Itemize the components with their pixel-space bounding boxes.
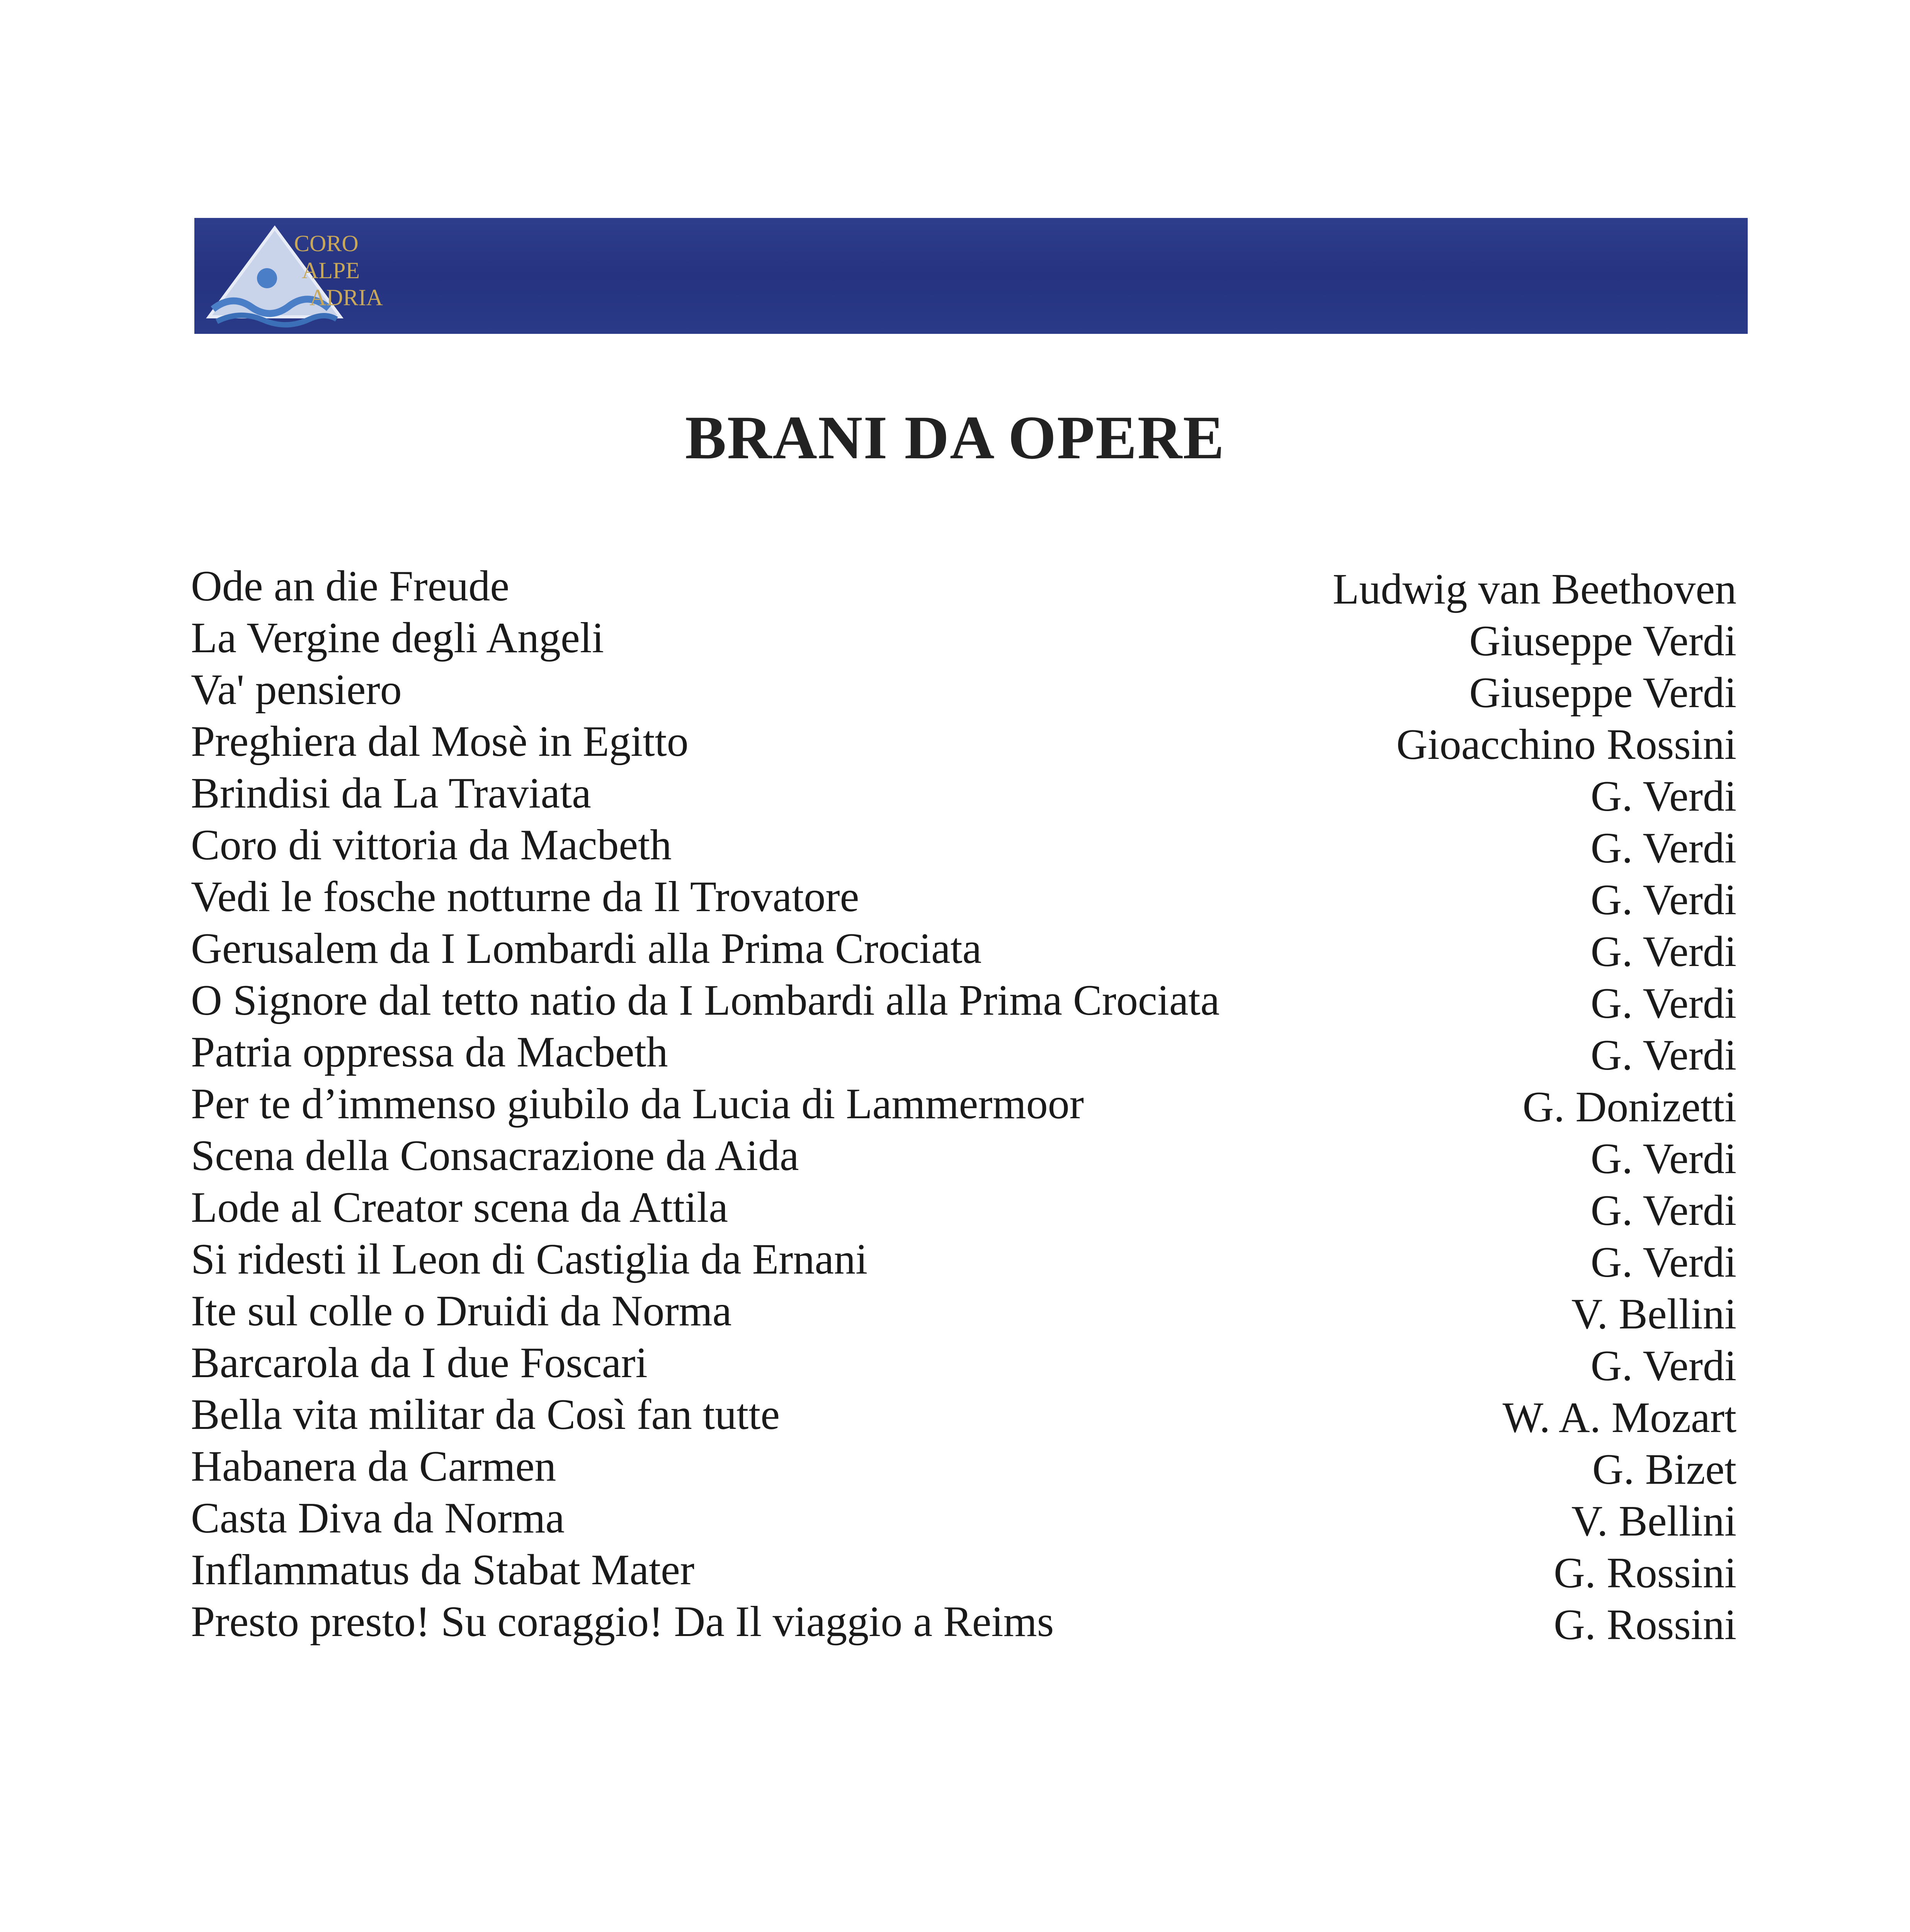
piece-composer: Ludwig van Beethoven <box>1332 565 1737 613</box>
piece-title: Inflammatus da Stabat Mater <box>191 1546 695 1594</box>
list-item <box>191 1492 1737 1544</box>
piece-title: Va' pensiero <box>191 666 402 714</box>
logo-text-line-1: CORO <box>294 231 359 256</box>
logo-text-line-3: ADRIA <box>310 285 383 310</box>
piece-title: Coro di vittoria da Macbeth <box>191 821 672 869</box>
page-title: BRANI DA OPERE <box>685 403 1225 472</box>
list-item <box>191 1440 1737 1492</box>
piece-composer: Gioacchino Rossini <box>1396 721 1737 769</box>
list-item <box>191 560 1737 612</box>
list-item <box>191 1026 1737 1078</box>
piece-title: Barcarola da I due Foscari <box>191 1339 648 1387</box>
piece-title: Ode an die Freude <box>191 562 510 610</box>
piece-composer: G. Rossini <box>1554 1601 1737 1649</box>
piece-composer: G. Verdi <box>1590 1342 1737 1390</box>
piece-composer: G. Rossini <box>1554 1549 1737 1597</box>
header-band <box>194 218 1748 334</box>
piece-title: Ite sul colle o Druidi da Norma <box>191 1287 732 1335</box>
piece-composer: G. Verdi <box>1590 928 1737 976</box>
piece-composer: G. Verdi <box>1590 1238 1737 1286</box>
piece-composer: G. Verdi <box>1590 1031 1737 1079</box>
piece-composer: Giuseppe Verdi <box>1469 617 1737 665</box>
piece-composer: G. Verdi <box>1590 824 1737 872</box>
list-item <box>191 767 1737 819</box>
list-item <box>191 923 1737 975</box>
piece-composer: G. Verdi <box>1590 1187 1737 1235</box>
piece-composer: G. Bizet <box>1592 1446 1737 1493</box>
list-item <box>191 1233 1737 1285</box>
piece-title: Presto presto! Su coraggio! Da Il viaggio a Reims <box>191 1598 1054 1646</box>
piece-title: Habanera da Carmen <box>191 1442 556 1490</box>
piece-composer: G. Verdi <box>1590 772 1737 820</box>
list-item <box>191 871 1737 923</box>
piece-list <box>191 560 1737 1648</box>
list-item <box>191 1182 1737 1233</box>
piece-title: Bella vita militar da Così fan tutte <box>191 1391 780 1439</box>
list-item <box>191 612 1737 664</box>
list-item <box>191 664 1737 716</box>
piece-title: Lode al Creator scena da Attila <box>191 1184 728 1231</box>
list-item <box>191 1337 1737 1389</box>
list-item <box>191 1130 1737 1182</box>
piece-title: Preghiera dal Mosè in Egitto <box>191 718 689 765</box>
piece-composer: G. Verdi <box>1590 980 1737 1027</box>
piece-composer: V. Bellini <box>1571 1290 1737 1338</box>
piece-composer: G. Verdi <box>1590 1135 1737 1183</box>
list-item <box>191 1078 1737 1130</box>
piece-composer: Giuseppe Verdi <box>1469 669 1737 717</box>
piece-composer: W. A. Mozart <box>1502 1394 1737 1442</box>
list-item <box>191 819 1737 871</box>
list-item <box>191 1596 1737 1648</box>
piece-composer: G. Verdi <box>1590 876 1737 924</box>
mountain-wave-logo-icon <box>197 220 414 332</box>
piece-title: Gerusalem da I Lombardi alla Prima Crociata <box>191 925 982 973</box>
piece-title: Scena della Consacrazione da Aida <box>191 1132 799 1180</box>
logo-text-line-2: ALPE <box>302 258 360 283</box>
list-item <box>191 1285 1737 1337</box>
piece-title: Per te d’immenso giubilo da Lucia di Lammermoor <box>191 1080 1084 1128</box>
piece-title: O Signore dal tetto natio da I Lombardi alla Prima Crociata <box>191 976 1220 1024</box>
piece-title: Si ridesti il Leon di Castiglia da Ernani <box>191 1235 868 1283</box>
list-item <box>191 1544 1737 1596</box>
list-item <box>191 716 1737 767</box>
piece-composer: V. Bellini <box>1571 1497 1737 1545</box>
piece-title: Vedi le fosche notturne da Il Trovatore <box>191 873 859 921</box>
piece-composer: G. Donizetti <box>1522 1083 1737 1131</box>
piece-title: Patria oppressa da Macbeth <box>191 1028 668 1076</box>
list-item <box>191 1389 1737 1440</box>
piece-title: Brindisi da La Traviata <box>191 769 591 817</box>
piece-title: La Vergine degli Angeli <box>191 614 604 662</box>
list-item <box>191 975 1737 1026</box>
piece-title: Casta Diva da Norma <box>191 1494 565 1542</box>
